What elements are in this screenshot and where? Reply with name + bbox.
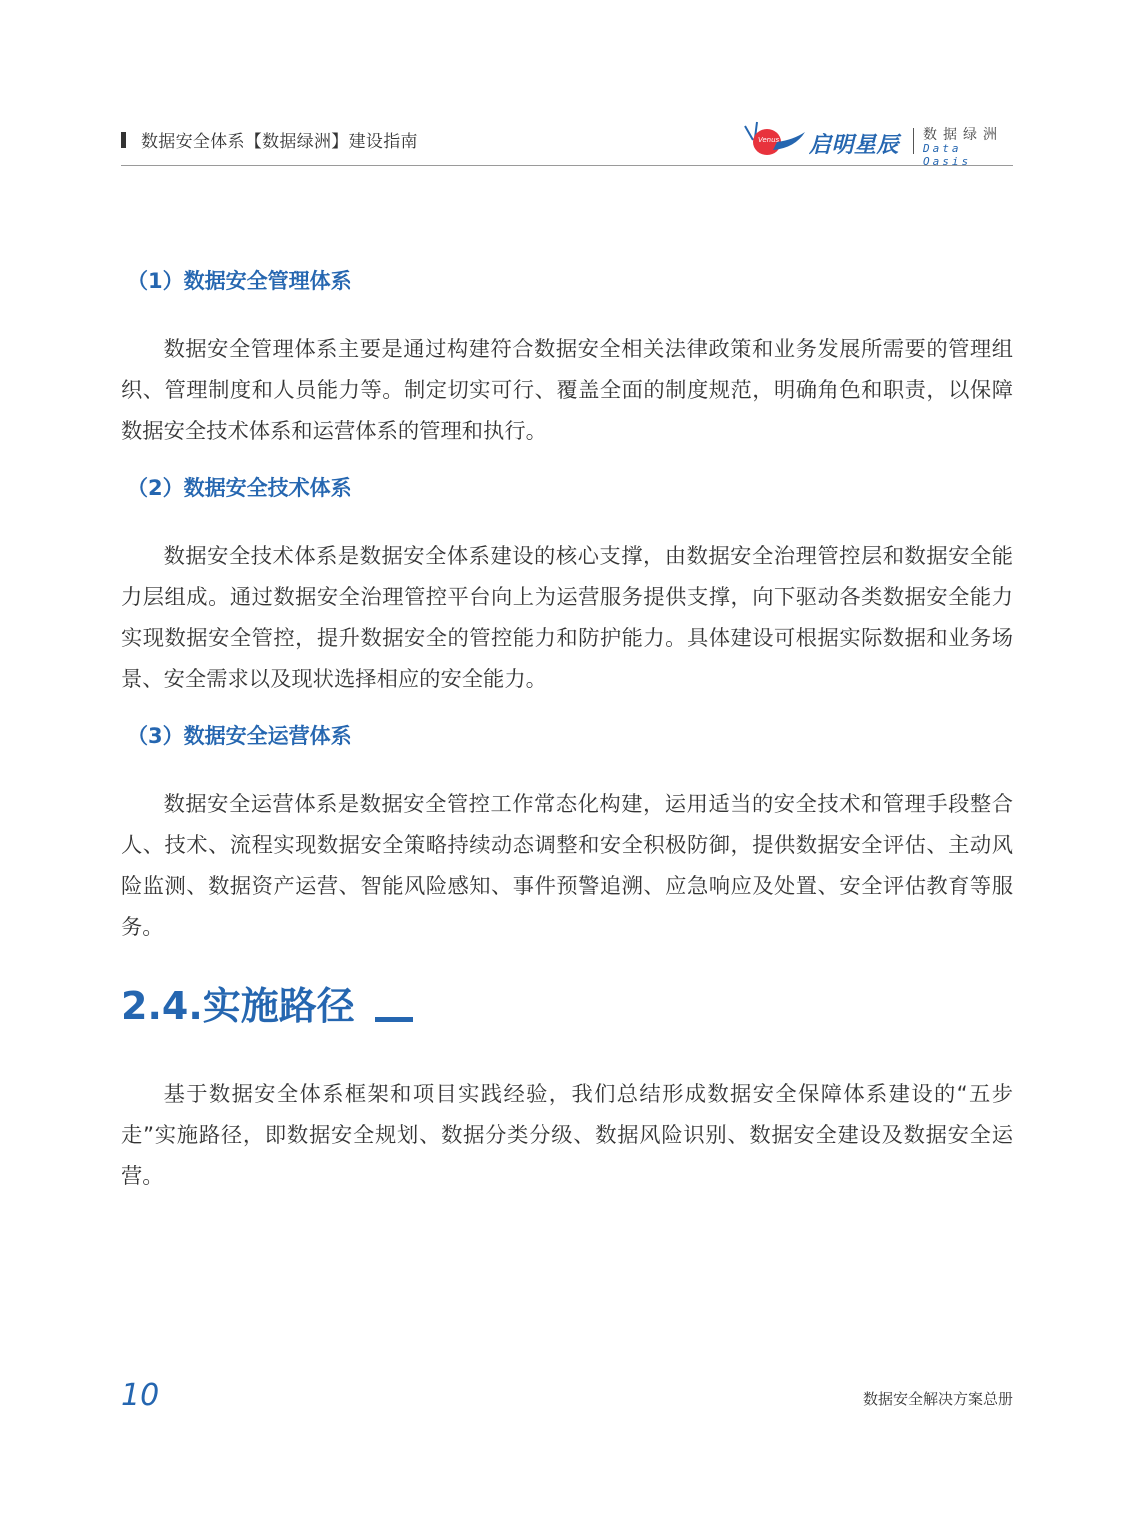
header-bar-marker bbox=[121, 132, 126, 148]
company-logo bbox=[743, 118, 1013, 168]
subsection-heading-operations: （3）数据安全运营体系 bbox=[127, 724, 352, 748]
section-heading-text: 2.4.实施路径 bbox=[121, 984, 355, 1028]
logo-brand-name: 启明星辰 bbox=[809, 133, 900, 158]
page-header bbox=[121, 118, 1013, 166]
logo-product-cn: 数据绿洲 bbox=[923, 127, 1003, 143]
header-title: 数据安全体系【数据绿洲】建设指南 bbox=[141, 132, 418, 152]
main-content bbox=[121, 263, 1013, 1215]
subsection-heading-management: （1）数据安全管理体系 bbox=[127, 269, 352, 293]
page-number: 10 bbox=[121, 1378, 160, 1413]
venus-logo-icon bbox=[743, 120, 809, 160]
logo-mark-text: Venus bbox=[758, 136, 780, 144]
heading-decoration bbox=[375, 1017, 413, 1022]
paragraph-management: 数据安全管理体系主要是通过构建符合数据安全相关法律政策和业务发展所需要的管理组织、管理制度和人员能力等。制定切实可行、覆盖全面的制度规范，明确角色和职责，以保障数据安全技术体系和运营体系的管理和执行。 bbox=[121, 337, 1013, 444]
paragraph-operations: 数据安全运营体系是数据安全管控工作常态化构建，运用适当的安全技术和管理手段整合人、技术、流程实现数据安全策略持续动态调整和安全积极防御，提供数据安全评估、主动风险监测、数据资产运营、智能风险感知、事件预警追溯、应急响应及处置、安全评估教育等服务。 bbox=[121, 792, 1013, 940]
section-heading-implementation bbox=[121, 978, 1013, 1034]
subsection-heading-technology: （2）数据安全技术体系 bbox=[127, 476, 352, 500]
footer-title: 数据安全解决方案总册 bbox=[862, 1390, 1013, 1408]
logo-divider bbox=[913, 128, 914, 154]
logo-product-en: Data Oasis bbox=[923, 142, 972, 168]
paragraph-implementation: 基于数据安全体系框架和项目实践经验，我们总结形成数据安全保障体系建设的“五步走”实施路径，即数据安全规划、数据分类分级、数据风险识别、数据安全建设及数据安全运营。 bbox=[121, 1082, 1013, 1189]
paragraph-technology: 数据安全技术体系是数据安全体系建设的核心支撑，由数据安全治理管控层和数据安全能力层组成。通过数据安全治理管控平台向上为运营服务提供支撑，向下驱动各类数据安全能力实现数据安全管控，提升数据安全的管控能力和防护能力。具体建设可根据实际数据和业务场景、安全需求以及现状选择相应的安全能力。 bbox=[121, 544, 1013, 692]
